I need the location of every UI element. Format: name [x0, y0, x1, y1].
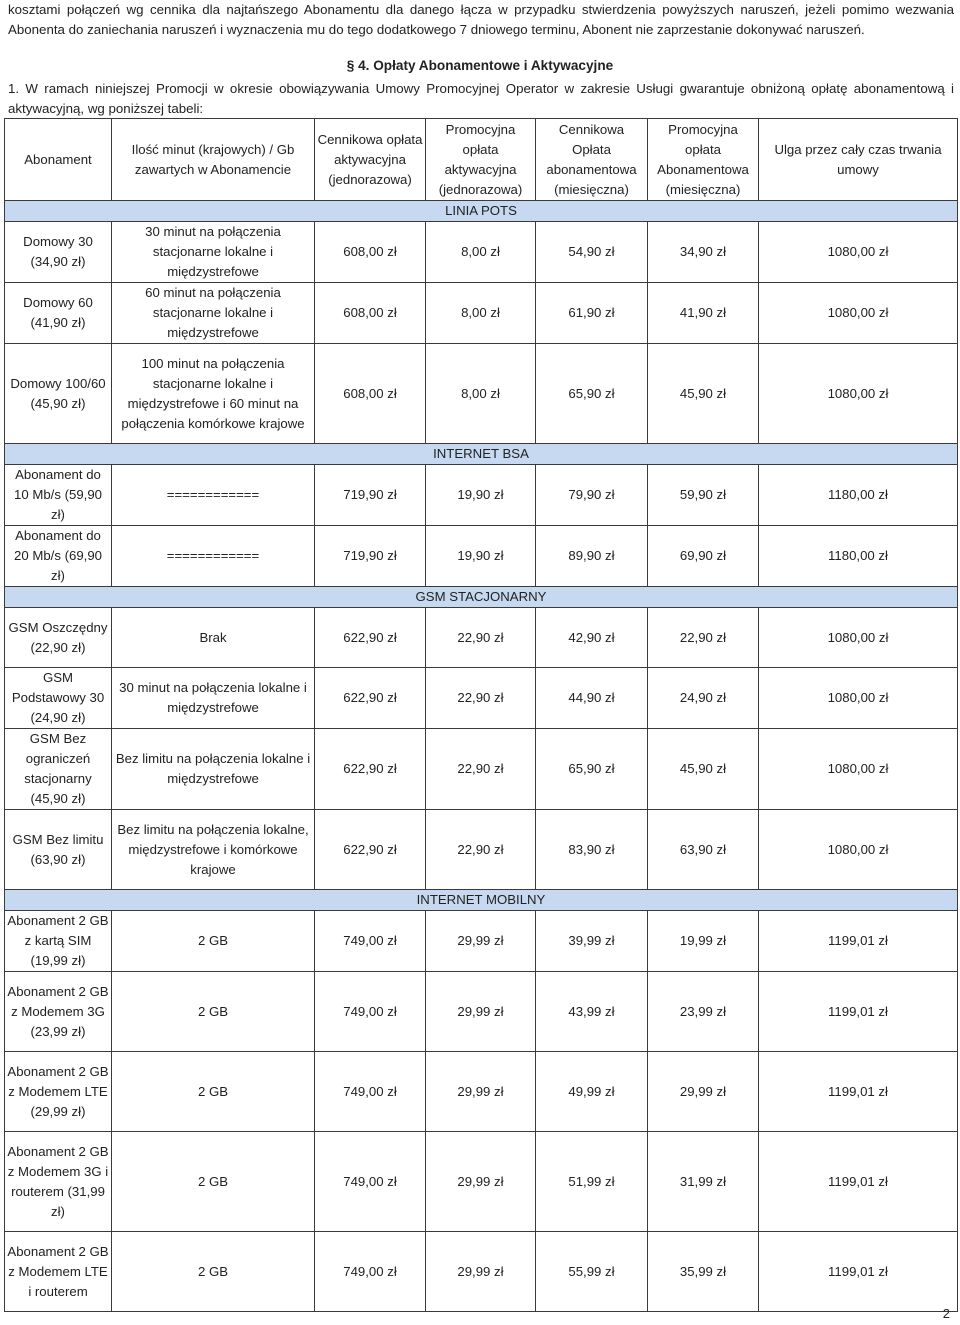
- cell-promocyjna-abonamentowa: 31,99 zł: [648, 1132, 759, 1232]
- table-body: [5, 201, 958, 1312]
- cell-cennikowa-abonamentowa: 51,99 zł: [536, 1132, 648, 1232]
- header-abonament: Abonament: [5, 119, 112, 201]
- table-row: [5, 911, 958, 972]
- cell-promocyjna-aktywacyjna: 22,90 zł: [426, 729, 536, 810]
- cell-promocyjna-abonamentowa: 22,90 zł: [648, 608, 759, 668]
- cell-minuty: Brak: [112, 608, 315, 668]
- cell-minuty: 2 GB: [112, 911, 315, 972]
- section-band-row: [5, 201, 958, 222]
- header-minuty: Ilość minut (krajowych) / Gb zawartych w Abonamencie: [112, 119, 315, 201]
- cell-promocyjna-aktywacyjna: 19,90 zł: [426, 526, 536, 587]
- cell-abonament: Abonament do 20 Mb/s (69,90 zł): [5, 526, 112, 587]
- cell-cennikowa-aktywacyjna: 749,00 zł: [315, 911, 426, 972]
- cell-promocyjna-abonamentowa: 45,90 zł: [648, 344, 759, 444]
- cell-minuty: 2 GB: [112, 972, 315, 1052]
- cell-promocyjna-aktywacyjna: 29,99 zł: [426, 1052, 536, 1132]
- cell-minuty: 100 minut na połączenia stacjonarne lokalne i międzystrefowe i 60 minut na połączenia komórkowe krajowe: [112, 344, 315, 444]
- cell-promocyjna-aktywacyjna: 8,00 zł: [426, 283, 536, 344]
- section-band: GSM STACJONARNY: [5, 587, 958, 608]
- cell-abonament: Abonament 2 GB z Modemem 3G (23,99 zł): [5, 972, 112, 1052]
- cell-cennikowa-abonamentowa: 65,90 zł: [536, 344, 648, 444]
- cell-promocyjna-aktywacyjna: 29,99 zł: [426, 1232, 536, 1312]
- cell-ulga: 1080,00 zł: [759, 729, 958, 810]
- cell-promocyjna-aktywacyjna: 29,99 zł: [426, 911, 536, 972]
- table-row: [5, 222, 958, 283]
- cell-cennikowa-aktywacyjna: 622,90 zł: [315, 810, 426, 890]
- section-band-row: [5, 890, 958, 911]
- cell-abonament: GSM Oszczędny (22,90 zł): [5, 608, 112, 668]
- table-row: [5, 465, 958, 526]
- cell-promocyjna-abonamentowa: 29,99 zł: [648, 1052, 759, 1132]
- cell-minuty: 60 minut na połączenia stacjonarne lokalne i międzystrefowe: [112, 283, 315, 344]
- table-row: [5, 283, 958, 344]
- cell-cennikowa-abonamentowa: 42,90 zł: [536, 608, 648, 668]
- cell-abonament: GSM Bez limitu (63,90 zł): [5, 810, 112, 890]
- cell-minuty: Bez limitu na połączenia lokalne, międzystrefowe i komórkowe krajowe: [112, 810, 315, 890]
- cell-cennikowa-abonamentowa: 89,90 zł: [536, 526, 648, 587]
- cell-cennikowa-aktywacyjna: 749,00 zł: [315, 972, 426, 1052]
- table-row: [5, 668, 958, 729]
- cell-ulga: 1180,00 zł: [759, 465, 958, 526]
- cell-cennikowa-aktywacyjna: 719,90 zł: [315, 465, 426, 526]
- cell-promocyjna-abonamentowa: 69,90 zł: [648, 526, 759, 587]
- cell-ulga: 1080,00 zł: [759, 222, 958, 283]
- cell-promocyjna-abonamentowa: 63,90 zł: [648, 810, 759, 890]
- cell-abonament: Abonament 2 GB z Modemem LTE (29,99 zł): [5, 1052, 112, 1132]
- cell-cennikowa-abonamentowa: 39,99 zł: [536, 911, 648, 972]
- cell-promocyjna-abonamentowa: 41,90 zł: [648, 283, 759, 344]
- cell-minuty: Bez limitu na połączenia lokalne i międzystrefowe: [112, 729, 315, 810]
- cell-abonament: Abonament do 10 Mb/s (59,90 zł): [5, 465, 112, 526]
- table-row: [5, 526, 958, 587]
- table-row: [5, 810, 958, 890]
- cell-cennikowa-abonamentowa: 79,90 zł: [536, 465, 648, 526]
- cell-promocyjna-abonamentowa: 45,90 zł: [648, 729, 759, 810]
- cell-cennikowa-aktywacyjna: 608,00 zł: [315, 283, 426, 344]
- cell-cennikowa-aktywacyjna: 719,90 zł: [315, 526, 426, 587]
- cell-abonament: GSM Podstawowy 30 (24,90 zł): [5, 668, 112, 729]
- cell-minuty: 2 GB: [112, 1232, 315, 1312]
- cell-abonament: Abonament 2 GB z Modemem LTE i routerem: [5, 1232, 112, 1312]
- cell-ulga: 1199,01 zł: [759, 1052, 958, 1132]
- cell-promocyjna-abonamentowa: 24,90 zł: [648, 668, 759, 729]
- section-band: INTERNET BSA: [5, 444, 958, 465]
- cell-cennikowa-abonamentowa: 83,90 zł: [536, 810, 648, 890]
- cell-promocyjna-aktywacyjna: 8,00 zł: [426, 222, 536, 283]
- cell-cennikowa-aktywacyjna: 622,90 zł: [315, 608, 426, 668]
- cell-promocyjna-aktywacyjna: 22,90 zł: [426, 810, 536, 890]
- section-band-row: [5, 587, 958, 608]
- cell-abonament: Domowy 30 (34,90 zł): [5, 222, 112, 283]
- cell-promocyjna-abonamentowa: 35,99 zł: [648, 1232, 759, 1312]
- table-row: [5, 972, 958, 1052]
- cell-cennikowa-abonamentowa: 61,90 zł: [536, 283, 648, 344]
- cell-promocyjna-aktywacyjna: 22,90 zł: [426, 608, 536, 668]
- header-cennikowa-aktywacyjna: Cennikowa opłata aktywacyjna (jednorazowa): [315, 119, 426, 201]
- cell-ulga: 1199,01 zł: [759, 911, 958, 972]
- cell-ulga: 1080,00 zł: [759, 608, 958, 668]
- table-row: [5, 344, 958, 444]
- section-band-row: [5, 444, 958, 465]
- cell-minuty: 2 GB: [112, 1132, 315, 1232]
- cell-minuty: 30 minut na połączenia lokalne i międzystrefowe: [112, 668, 315, 729]
- price-table: [4, 118, 958, 1312]
- intro-text: kosztami połączeń wg cennika dla najtańszego Abonamentu dla danego łącza w przypadku stwierdzenia powyższych naruszeń, jeżeli pomimo wezwania Abonenta do zaniechania naruszeń i wyznaczenia mu do tego dodatkowego 7 dniowego terminu, Abonent nie zaprzestanie dokonywać naruszeń.: [8, 2, 954, 37]
- cell-cennikowa-aktywacyjna: 608,00 zł: [315, 222, 426, 283]
- cell-cennikowa-abonamentowa: 44,90 zł: [536, 668, 648, 729]
- cell-cennikowa-abonamentowa: 65,90 zł: [536, 729, 648, 810]
- cell-minuty: 30 minut na połączenia stacjonarne lokalne i międzystrefowe: [112, 222, 315, 283]
- cell-minuty: 2 GB: [112, 1052, 315, 1132]
- cell-cennikowa-aktywacyjna: 608,00 zł: [315, 344, 426, 444]
- table-header-row: [5, 119, 958, 201]
- cell-ulga: 1080,00 zł: [759, 283, 958, 344]
- cell-promocyjna-aktywacyjna: 22,90 zł: [426, 668, 536, 729]
- cell-minuty: ============: [112, 526, 315, 587]
- cell-cennikowa-abonamentowa: 55,99 zł: [536, 1232, 648, 1312]
- cell-ulga: 1080,00 zł: [759, 668, 958, 729]
- header-promocyjna-abonamentowa: Promocyjna opłata Abonamentowa (miesięczna): [648, 119, 759, 201]
- page-number: 2: [942, 1306, 950, 1321]
- cell-minuty: ============: [112, 465, 315, 526]
- header-promocyjna-aktywacyjna: Promocyjna opłata aktywacyjna (jednorazowa): [426, 119, 536, 201]
- cell-promocyjna-abonamentowa: 19,99 zł: [648, 911, 759, 972]
- cell-ulga: 1180,00 zł: [759, 526, 958, 587]
- cell-promocyjna-abonamentowa: 23,99 zł: [648, 972, 759, 1052]
- cell-abonament: Abonament 2 GB z Modemem 3G i routerem (31,99 zł): [5, 1132, 112, 1232]
- table-row: [5, 1052, 958, 1132]
- cell-promocyjna-aktywacyjna: 8,00 zł: [426, 344, 536, 444]
- cell-abonament: GSM Bez ograniczeń stacjonarny (45,90 zł): [5, 729, 112, 810]
- cell-abonament: Domowy 100/60 (45,90 zł): [5, 344, 112, 444]
- cell-cennikowa-aktywacyjna: 622,90 zł: [315, 729, 426, 810]
- cell-promocyjna-aktywacyjna: 19,90 zł: [426, 465, 536, 526]
- intro-paragraph: 1. W ramach niniejszej Promocji w okresie obowiązywania Umowy Promocyjnej Operator w zakresie Usługi gwarantuje obniżoną opłatę abonamentową i aktywacyjną, wg poniższej tabeli:: [8, 81, 954, 116]
- table-row: [5, 1132, 958, 1232]
- section-band: LINIA POTS: [5, 201, 958, 222]
- section-heading: § 4. Opłaty Abonamentowe i Aktywacyjne: [346, 58, 614, 73]
- header-ulga: Ulga przez cały czas trwania umowy: [759, 119, 958, 201]
- cell-ulga: 1199,01 zł: [759, 1232, 958, 1312]
- cell-promocyjna-abonamentowa: 34,90 zł: [648, 222, 759, 283]
- table-row: [5, 1232, 958, 1312]
- cell-abonament: Domowy 60 (41,90 zł): [5, 283, 112, 344]
- cell-cennikowa-aktywacyjna: 622,90 zł: [315, 668, 426, 729]
- table-row: [5, 729, 958, 810]
- header-cennikowa-abonamentowa: Cennikowa Opłata abonamentowa (miesięczna): [536, 119, 648, 201]
- cell-cennikowa-abonamentowa: 49,99 zł: [536, 1052, 648, 1132]
- cell-ulga: 1199,01 zł: [759, 972, 958, 1052]
- cell-cennikowa-aktywacyjna: 749,00 zł: [315, 1232, 426, 1312]
- cell-cennikowa-aktywacyjna: 749,00 zł: [315, 1052, 426, 1132]
- cell-cennikowa-abonamentowa: 43,99 zł: [536, 972, 648, 1052]
- cell-cennikowa-abonamentowa: 54,90 zł: [536, 222, 648, 283]
- cell-promocyjna-abonamentowa: 59,90 zł: [648, 465, 759, 526]
- cell-ulga: 1080,00 zł: [759, 344, 958, 444]
- cell-cennikowa-aktywacyjna: 749,00 zł: [315, 1132, 426, 1232]
- cell-ulga: 1199,01 zł: [759, 1132, 958, 1232]
- cell-ulga: 1080,00 zł: [759, 810, 958, 890]
- table-row: [5, 608, 958, 668]
- cell-promocyjna-aktywacyjna: 29,99 zł: [426, 1132, 536, 1232]
- cell-promocyjna-aktywacyjna: 29,99 zł: [426, 972, 536, 1052]
- section-band: INTERNET MOBILNY: [5, 890, 958, 911]
- cell-abonament: Abonament 2 GB z kartą SIM (19,99 zł): [5, 911, 112, 972]
